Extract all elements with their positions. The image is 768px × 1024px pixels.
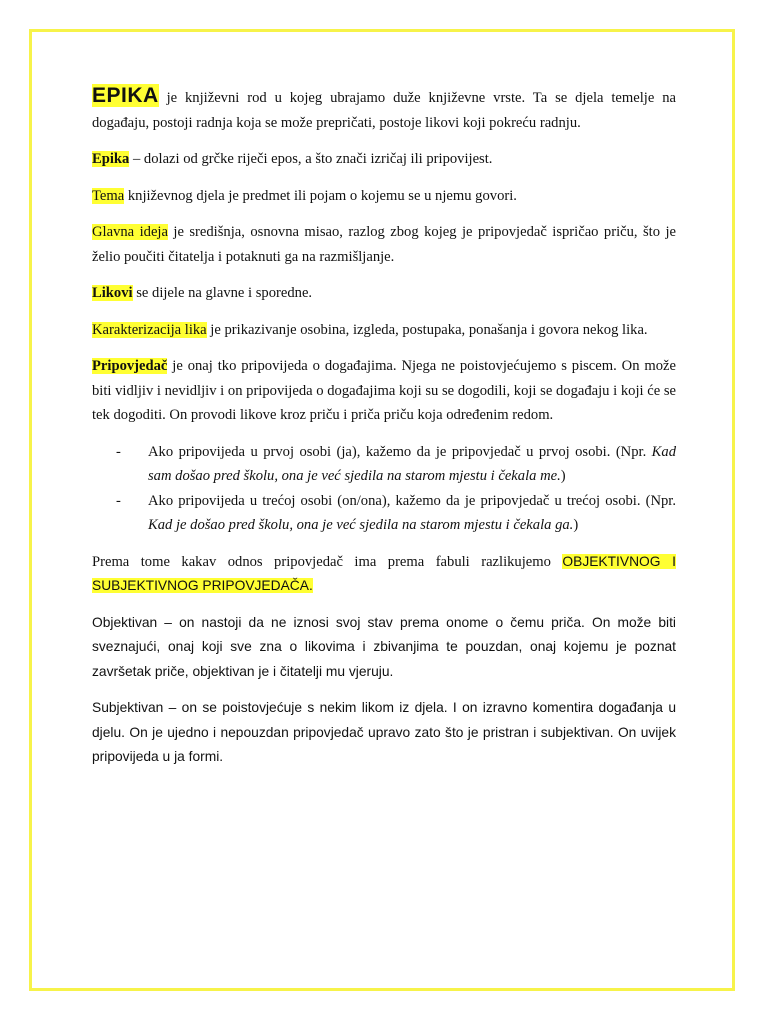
paragraph-text: Prema tome kakav odnos pripovjedač ima prema fabuli razlikujemo xyxy=(92,553,563,570)
paragraph-epika-origin xyxy=(92,147,676,172)
term-likovi: Likovi xyxy=(92,285,133,301)
list-item-text: Ako pripovijeda u trećoj osobi (on/ona), kažemo da je pripovjedač u trećoj osobi. (Npr. xyxy=(148,492,676,509)
list-item-end: ) xyxy=(560,468,566,484)
paragraph-likovi xyxy=(92,281,676,306)
dash-bullet: - xyxy=(116,443,121,460)
term-glavna-ideja: Glavna ideja xyxy=(92,224,168,240)
highlight-narrator-types: OBJEKTIVNOG I SUBJEKTIVNOG PRIPOVJEDAČA. xyxy=(92,553,677,593)
paragraph-subjektivan xyxy=(92,696,676,770)
paragraph-text: Objektivan – on nastoji da ne iznosi svoj stav prema onome o čemu priča. On može biti sveznajući, onaj koji sve zna o likovima i zbivanjima te pouzdan, onaj kojemu je poznat završetak priče, objektivan je i čitatelji mu vjeruju. xyxy=(92,614,676,679)
list-item xyxy=(92,440,676,489)
paragraph-text: je središnja, osnovna misao, razlog zbog kojeg je pripovjedač ispričao priču, što je želio poučiti čitatelja i potaknuti ga na razmišljanje. xyxy=(92,224,676,265)
paragraph-karakterizacija xyxy=(92,318,676,343)
term-epika: Epika xyxy=(92,151,130,167)
paragraph-text: je književni rod u kojeg ubrajamo duže književne vrste. Ta se djela temelje na događaju, postoji radnja koja se može prepričati, postoje likovi koji pokreću radnju. xyxy=(92,90,676,131)
list-item-end: ) xyxy=(573,517,579,533)
document-body xyxy=(92,84,676,782)
term-epika-heading: EPIKA xyxy=(92,84,159,107)
paragraph-text: je prikazivanje osobina, izgleda, postupaka, ponašanja i govora nekog lika. xyxy=(206,321,648,338)
paragraph-narrator-types xyxy=(92,550,676,599)
paragraph-objektivan xyxy=(92,611,676,685)
paragraph-text: se dijele na glavne i sporedne. xyxy=(132,285,313,301)
list-item-example: Kad sam došao pred školu, ona je već sjedila na starom mjestu i čekala me. xyxy=(148,443,676,484)
term-karakterizacija-lika: Karakterizacija lika xyxy=(92,321,207,338)
list-item-example: Kad je došao pred školu, ona je već sjedila na starom mjestu i čekala ga. xyxy=(148,517,574,533)
paragraph-epika-definition xyxy=(92,84,676,135)
paragraph-text: – dolazi od grčke riječi epos, a što znači izričaj ili pripovijest. xyxy=(129,151,493,167)
paragraph-text: Subjektivan – on se poistovjećuje s nekim likom iz djela. I on izravno komentira događanja u djelu. On je ujedno i nepouzdan pripovjedač upravo zato što je pristran i subjektivan. On uvijek pripovijeda u ja formi. xyxy=(92,700,676,764)
dash-bullet: - xyxy=(116,492,121,509)
paragraph-text: književnog djela je predmet ili pojam o kojemu se u njemu govori. xyxy=(124,187,517,204)
list-item xyxy=(92,489,676,538)
term-pripovjedac: Pripovjedač xyxy=(92,358,168,374)
term-tema: Tema xyxy=(92,187,125,204)
paragraph-pripovjedac xyxy=(92,354,676,428)
narrator-person-list xyxy=(92,440,676,538)
paragraph-glavna-ideja xyxy=(92,220,676,269)
paragraph-tema xyxy=(92,184,676,209)
paragraph-text: je onaj tko pripovijeda o događajima. Njega ne poistovjećujemo s piscem. On može biti vidljiv i nevidljiv i on pripovijeda o događajima koji su se dogodili, koji se događaju i koji će se tek dogoditi. On provodi likove kroz priču i priča priču koja određenim redom. xyxy=(92,358,676,423)
list-item-text: Ako pripovijeda u prvoj osobi (ja), kažemo da je pripovjedač u prvoj osobi. (Npr. xyxy=(148,443,652,460)
